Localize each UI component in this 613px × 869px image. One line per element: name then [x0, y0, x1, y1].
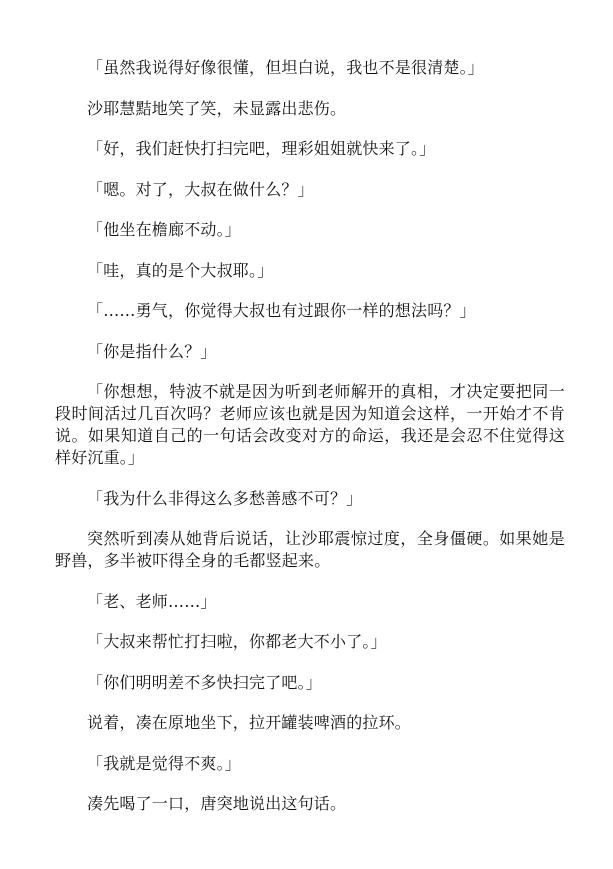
document-page: [55, 57, 565, 834]
paragraph: 「好，我们赶快打扫完吧，理彩姐姐就快来了。」: [87, 139, 436, 158]
paragraph: 「虽然我说得好像很懂，但坦白说，我也不是很清楚。」: [87, 58, 485, 77]
paragraph: 「你想想，特波不就是因为听到老师解开的真相，才决定要把同一段时间活过几百次吗？老师应该也就是因为知道会这样，一开始才不肯说。如果知道自己的一句话会改变对方的命运，我还是会忍不住觉得这样好沉重。」: [55, 382, 565, 467]
paragraph: 「你是指什么？」: [87, 341, 217, 361]
paragraph: 「我就是觉得不爽。」: [87, 753, 242, 773]
paragraph: 「我为什么非得这么多愁善感不可？」: [87, 488, 363, 508]
paragraph: 凑先喝了一口，唐突地说出这句话。: [87, 794, 347, 813]
paragraph: 「哇，真的是个大叔耶。」: [87, 260, 274, 280]
paragraph: 「老、老师……」: [87, 591, 217, 611]
paragraph: 沙耶慧黠地笑了笑，未显露出悲伤。: [87, 98, 347, 118]
paragraph: 「他坐在檐廊不动。」: [87, 220, 242, 239]
paragraph: 「你们明明差不多快扫完了吧。」: [87, 672, 323, 692]
paragraph: 「……勇气，你觉得大叔也有过跟你一样的想法吗？」: [87, 301, 476, 320]
paragraph: 「大叔来帮忙打扫啦，你都老大不小了。」: [87, 632, 387, 651]
paragraph: 突然听到凑从她背后说话，让沙耶震惊过度，全身僵硬。如果她是野兽，多半被吓得全身的毛都竖起来。: [55, 529, 565, 570]
paragraph: 说着，凑在原地坐下，拉开罐装啤酒的拉环。: [87, 713, 412, 732]
paragraph: 「嗯。对了，大叔在做什么？」: [87, 179, 314, 199]
